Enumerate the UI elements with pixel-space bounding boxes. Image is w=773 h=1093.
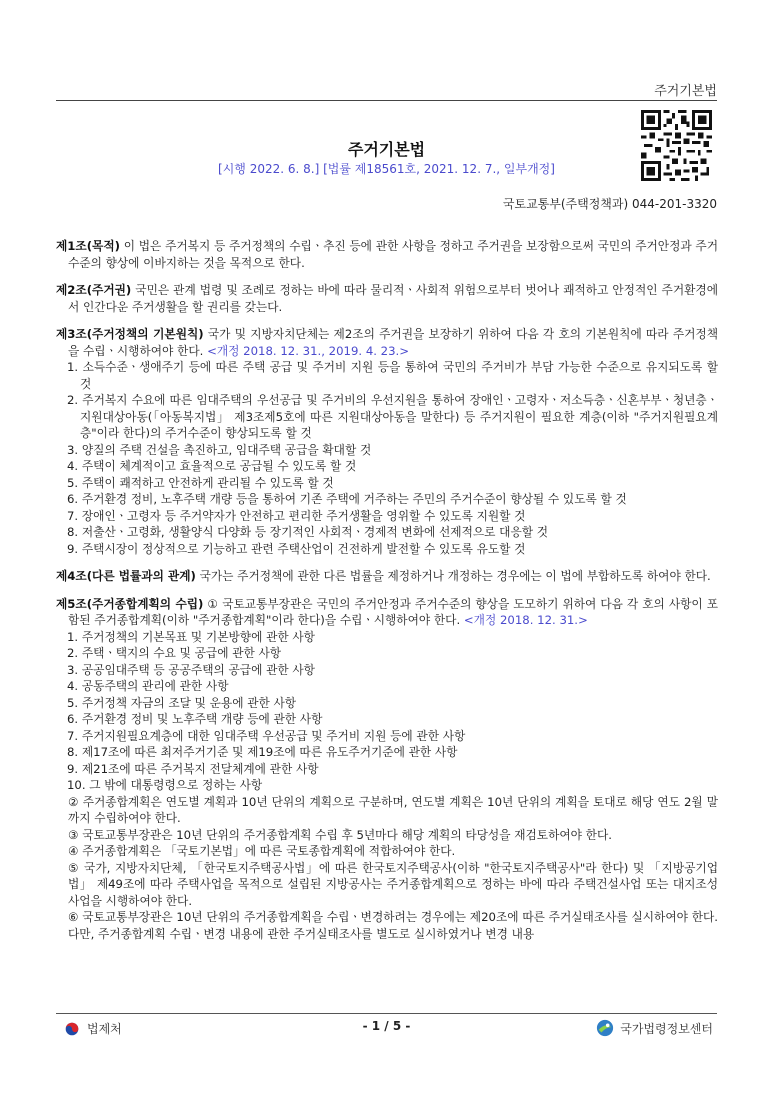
list-item: 5. 주거정책 자금의 조달 및 운용에 관한 사항 <box>67 695 297 710</box>
list-item: 2. 주거복지 수요에 따른 임대주택의 우선공급 및 주거비의 우선지원을 통하여 장애인ㆍ고령자ㆍ저소득층ㆍ신혼부부ㆍ청년층ㆍ지원대상아동(「아동복지법」 제3조제5호에 따른 지원대상아동을 말한다) 등 주거지원이 필요한 계층(이하 "주거지원필요계층"이라 한다)의 주거수준이 향상되도록 할 것 <box>67 393 718 440</box>
article-1 <box>56 238 718 271</box>
list-item: 8. 제17조에 따른 최저주거기준 및 제19조에 따른 유도주거기준에 관한 사항 <box>67 745 458 759</box>
list-item: 8. 저출산ㆍ고령화, 생활양식 다양화 등 장기적인 사회적ㆍ경제적 변화에 선제적으로 대응할 것 <box>67 525 549 539</box>
footer-rule <box>56 1013 717 1014</box>
article-2 <box>56 282 718 315</box>
page-number: - 1 / 5 - <box>362 1019 411 1033</box>
article-heading: 제1조(목적) <box>56 239 120 253</box>
article-heading: 제5조(주거종합계획의 수립) <box>56 596 204 611</box>
running-header: 주거기본법 <box>654 84 717 99</box>
footer-org-right: 국가법령정보센터 <box>620 1021 713 1036</box>
list-item: 7. 주거지원필요계층에 대한 임대주택 우선공급 및 주거비 지원 등에 관한 사항 <box>67 728 466 743</box>
article-3 <box>56 326 718 557</box>
list-item: 5. 주택이 쾌적하고 안전하게 관리될 수 있도록 할 것 <box>67 475 334 490</box>
article-text: ① 국토교통부장관은 국민의 주거안정과 주거수준의 향상을 도모하기 위하여 다음 각 호의 사항이 포함된 주거종합계획(이하 "주거종합계획"이라 한다)을 수립ㆍ시행하여야 한다. <box>68 596 719 627</box>
list-item: 7. 장애인ㆍ고령자 등 주거약자가 안전하고 편리한 주거생활을 영위할 수 있도록 지원할 것 <box>67 508 526 523</box>
footer-org-left: 법제처 <box>87 1022 122 1036</box>
article-5 <box>56 596 718 943</box>
footer-right <box>596 1019 713 1037</box>
law-content <box>56 238 718 953</box>
paragraph: ⑥ 국토교통부장관은 10년 단위의 주거종합계획을 수립ㆍ변경하려는 경우에는 제20조에 따른 주거실태조사를 실시하여야 한다. 다만, 주거종합계획 수립ㆍ변경 내용에 관한 주거실태조사를 별도로 실시하였거나 변경 내용 <box>68 910 718 941</box>
article-text: 이 법은 주거복지 등 주거정책의 수립ㆍ추진 등에 관한 사항을 정하고 주거권을 보장함으로써 국민의 주거안정과 주거수준의 향상에 이바지하는 것을 목적으로 한다. <box>68 239 718 270</box>
enforcement-info: [시행 2022. 6. 8.] [법률 제18561호, 2021. 12. 7., 일부개정] <box>218 162 555 176</box>
ministry-contact: 국토교통부(주택정책과) 044-201-3320 <box>502 197 717 211</box>
article-heading: 제2조(주거권) <box>56 283 132 297</box>
list-item: 9. 제21조에 따른 주거복지 전달체계에 관한 사항 <box>67 761 319 776</box>
paragraph: ⑤ 국가, 지방자치단체, 「한국토지주택공사법」에 따른 한국토지주택공사(이하 "한국토지주택공사"라 한다) 및 「지방공기업법」 제49조에 따라 주택사업을 목적으로 설립된 지방공사는 주거종합계획으로 정하는 바에 따라 주택건설사업 또는 대지조성사업을 시행하여야 한다. <box>68 860 718 908</box>
list-item: 6. 주거환경 정비 및 노후주택 개량 등에 관한 사항 <box>67 712 323 726</box>
paragraph: ② 주거종합계획은 연도별 계획과 10년 단위의 계획으로 구분하며, 연도별 계획은 10년 단위의 계획을 토대로 해당 연도 2월 말까지 수립하여야 한다. <box>68 794 718 825</box>
paragraph: ③ 국토교통부장관은 10년 단위의 주거종합계획 수립 후 5년마다 해당 계획의 타당성을 재검토하여야 한다. <box>68 827 612 842</box>
list-item: 9. 주택시장이 정상적으로 기능하고 관련 주택산업이 건전하게 발전할 수 있도록 유도할 것 <box>67 541 526 556</box>
header-rule <box>56 100 717 101</box>
qr-code-icon <box>641 110 712 181</box>
list-item: 4. 주택이 체계적이고 효율적으로 공급될 수 있도록 할 것 <box>67 459 357 473</box>
list-item: 3. 양질의 주택 건설을 촉진하고, 임대주택 공급을 확대할 것 <box>67 442 372 457</box>
article-4 <box>56 568 718 585</box>
paragraph: ④ 주거종합계획은 「국토기본법」에 따른 국토종합계획에 적합하여야 한다. <box>68 844 456 858</box>
list-item: 3. 공공임대주택 등 공공주택의 공급에 관한 사항 <box>67 662 315 677</box>
list-item: 1. 주거정책의 기본목표 및 기본방향에 관한 사항 <box>67 629 315 644</box>
article-text: 국가는 주거정책에 관한 다른 법률을 제정하거나 개정하는 경우에는 이 법에 부합하도록 하여야 한다. <box>199 569 711 583</box>
list-item: 1. 소득수준ㆍ생애주기 등에 따른 주택 공급 및 주거비 지원 등을 통하여 국민의 주거비가 부담 가능한 수준으로 유지되도록 할 것 <box>67 360 718 391</box>
article-text: 국민은 관계 법령 및 조례로 정하는 바에 따라 물리적ㆍ사회적 위험으로부터 벗어나 쾌적하고 안정적인 주거환경에서 인간다운 주거생활을 할 권리를 갖는다. <box>68 283 719 314</box>
list-item: 4. 공동주택의 관리에 관한 사항 <box>67 679 229 693</box>
article-text: 국가 및 지방자치단체는 제2조의 주거권을 보장하기 위하여 다음 각 호의 기본원칙에 따라 주거정책을 수립ㆍ시행하여야 한다. <box>68 327 719 358</box>
list-item: 10. 그 밖에 대통령령으로 정하는 사항 <box>67 778 263 792</box>
law-center-logo-icon <box>596 1019 614 1037</box>
list-item: 2. 주택ㆍ택지의 수요 및 공급에 관한 사항 <box>67 646 282 660</box>
article-heading: 제4조(다른 법률과의 관계) <box>56 569 196 583</box>
amendment-note: <개정 2018. 12. 31., 2019. 4. 23.> <box>207 343 410 358</box>
list-item: 6. 주거환경 정비, 노후주택 개량 등을 통하여 기존 주택에 거주하는 주민의 주거수준이 향상될 수 있도록 할 것 <box>67 492 627 506</box>
law-title: 주거기본법 <box>347 140 426 159</box>
amendment-note: <개정 2018. 12. 31.> <box>463 613 588 627</box>
article-heading: 제3조(주거정책의 기본원칙) <box>56 327 204 341</box>
